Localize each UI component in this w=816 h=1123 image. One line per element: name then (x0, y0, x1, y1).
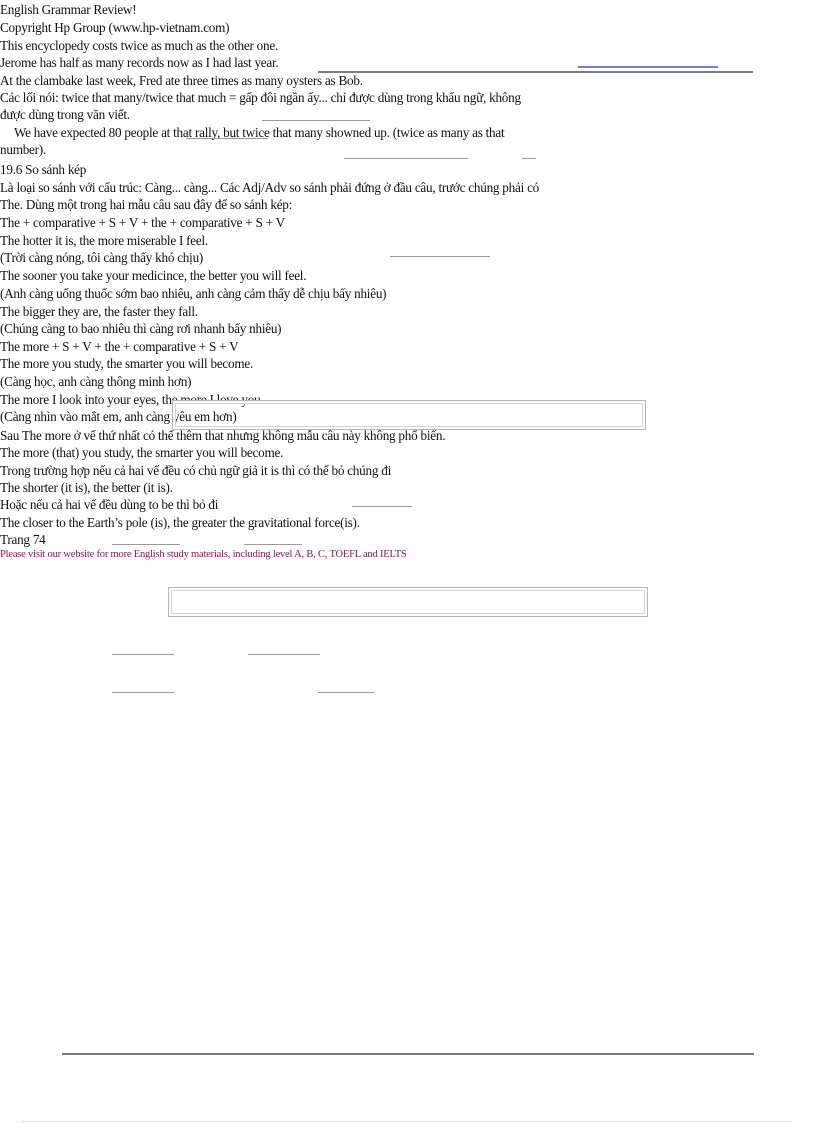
underline-rule (112, 654, 174, 655)
blue-rule (578, 66, 718, 68)
translation-line: (Anh càng uống thuốc sớm bao nhiêu, anh càng cảm thấy dễ chịu bấy nhiêu) (0, 286, 387, 301)
underline-rule (522, 158, 536, 159)
text-line: We have expected 80 people at that rally, but twice that many showned up. (twice as many as that (14, 125, 505, 140)
translation-line: (Càng học, anh càng thông minh hơn) (0, 374, 192, 389)
doc-title-line: English Grammar Review! (0, 2, 137, 17)
translation-line: (Càng nhìn vào mắt em, anh càng yêu em hơn) (0, 409, 237, 424)
bottom-rule (62, 1053, 754, 1055)
empty-frame-box (172, 400, 646, 430)
text-line: number). (0, 142, 46, 157)
example-line: The bigger they are, the faster they fall. (0, 304, 198, 319)
underline-rule (248, 654, 320, 655)
underline-rule (112, 692, 174, 693)
copyright-line: Copyright Hp Group (www.hp-vietnam.com) (0, 20, 230, 35)
section-heading: 19.6 So sánh kép (0, 162, 87, 177)
underline-rule (262, 120, 370, 121)
text-line: Jerome has half as many records now as I had last year. (0, 55, 279, 70)
text-line: Trong trường hợp nếu cả hai vế đều có chủ ngữ giả it is thì có thể bỏ chúng đi (0, 463, 391, 478)
formula-line: The more + S + V + the + comparative + S + V (0, 339, 239, 354)
example-line: The sooner you take your medicince, the better you will feel. (0, 268, 307, 283)
translation-line: (Trời càng nóng, tôi càng thấy khó chịu) (0, 250, 204, 265)
text-line: The. Dùng một trong hai mẫu câu sau đây để so sánh kép: (0, 197, 293, 212)
bottom-dotted-rule (22, 1121, 792, 1122)
horizontal-rule (318, 71, 753, 73)
translation-line: (Chúng càng to bao nhiêu thì càng rơi nhanh bấy nhiêu) (0, 321, 282, 336)
text-line: Các lối nói: twice that many/twice that much = gấp đôi ngần ấy... chỉ được dùng trong khẩu ngữ, không (0, 90, 521, 105)
text-line: This encyclopedy costs twice as much as the other one. (0, 38, 279, 53)
underline-rule (186, 138, 268, 139)
underline-rule (244, 544, 302, 545)
example-line: The more you study, the smarter you will become. (0, 356, 254, 371)
example-line: The closer to the Earth’s pole (is), the greater the gravitational force(is). (0, 515, 360, 530)
underline-rule (390, 256, 490, 257)
underline-rule (352, 506, 412, 507)
website-note: Please visit our website for more English study materials, including level A, B, C, TOEFL and IELTS (0, 549, 407, 560)
underline-rule (112, 544, 180, 545)
example-line: The shorter (it is), the better (it is). (0, 480, 173, 495)
empty-frame-box (168, 587, 648, 617)
text-line: Sau The more ở vế thứ nhất có thể thêm that nhưng không mẫu câu này không phổ biến. (0, 428, 446, 443)
page-number: Trang 74 (0, 532, 46, 547)
formula-line: The + comparative + S + V + the + comparative + S + V (0, 215, 285, 230)
underline-rule (318, 692, 374, 693)
example-line: The more (that) you study, the smarter you will become. (0, 445, 284, 460)
text-line: Hoặc nếu cả hai vế đều dùng to be thì bỏ đi (0, 497, 219, 512)
text-line: được dùng trong văn viết. (0, 107, 130, 122)
underline-rule (344, 158, 468, 159)
text-line: At the clambake last week, Fred ate three times as many oysters as Bob. (0, 73, 363, 88)
example-line: The hotter it is, the more miserable I feel. (0, 233, 208, 248)
example-line: The more I look into your eyes, the more I love you. (0, 392, 264, 407)
text-line: Là loại so sánh với cấu trúc: Càng... càng... Các Adj/Adv so sánh phải đứng ở đầu câu, trước chúng phải có (0, 180, 540, 195)
